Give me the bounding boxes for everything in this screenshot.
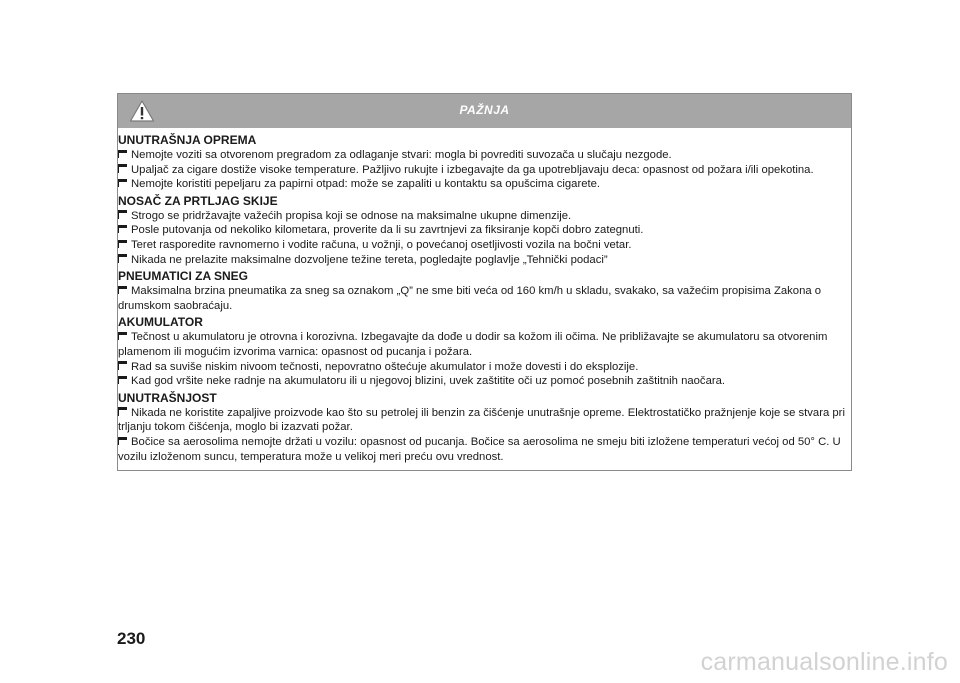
list-item xyxy=(118,435,851,464)
list-item xyxy=(118,330,851,359)
bullet-icon xyxy=(118,408,127,416)
list-item xyxy=(118,163,851,178)
bullet-icon xyxy=(118,179,127,187)
list-item-text: Teret rasporedite ravnomerno i vodite računa, u vožnji, o povećanoj osetljivosti vozila na bočni vetar. xyxy=(131,238,632,251)
bullet-icon xyxy=(118,165,127,173)
list-item xyxy=(118,360,851,375)
bullet-icon xyxy=(118,255,127,263)
warning-header xyxy=(118,94,851,128)
list-item-text: Kad god vršite neke radnje na akumulatoru ili u njegovoj blizini, uvek zaštitite oči uz pomoć posebnih zaštitnih naočara. xyxy=(131,375,726,388)
list-item-text: Strogo se pridržavajte važećih propisa koji se odnose na maksimalne ukupne dimenzije. xyxy=(131,209,572,222)
list-item xyxy=(118,209,851,224)
warning-box xyxy=(117,93,852,471)
bullet-icon xyxy=(118,150,127,158)
bullet-icon xyxy=(118,225,127,233)
watermark[interactable]: carmanualsonline.info xyxy=(700,648,948,676)
list-item-text: Nikada ne prelazite maksimalne dozvoljene težine tereta, pogledajte poglavlje „Tehnički podaci” xyxy=(131,253,608,266)
bullet-icon xyxy=(118,362,127,370)
warning-title: PAŽNJA xyxy=(459,103,510,117)
list-item xyxy=(118,177,851,192)
list-item-text: Nemojte koristiti pepeljaru za papirni otpad: može se zapaliti u kontaktu sa opušcima cigarete. xyxy=(131,178,601,191)
list-item-text: Rad sa suviše niskim nivoom tečnosti, nepovratno oštećuje akumulator i može dovesti i do eksplozije. xyxy=(131,360,639,373)
list-item-text: Upaljač za cigare dostiže visoke temperature. Pažljivo rukujte i izbegavajte da ga upotrebljavaju deca: opasnost od požara i/ili opekotina. xyxy=(131,163,814,176)
list-item-text: Nemojte voziti sa otvorenom pregradom za odlaganje stvari: mogla bi povrediti suvozača u slučaju nezgode. xyxy=(131,149,672,161)
section-heading: UNUTRAŠNJA OPREMA xyxy=(118,133,257,147)
bullet-icon xyxy=(118,332,127,340)
list-item-text: Nikada ne koristite zapaljive proizvode kao što su petrolej ili benzin za čišćenje unutrašnje opreme. Elektrostatičko pražnjenje koje se stvara pri trljanju tokom čišćenja, moglo bi izazvati požar. xyxy=(118,406,845,434)
list-item xyxy=(118,253,851,268)
bullet-icon xyxy=(118,437,127,445)
bullet-icon xyxy=(118,240,127,248)
bullet-icon xyxy=(118,376,127,384)
list-item xyxy=(118,148,851,163)
section-heading: PNEUMATICI ZA SNEG xyxy=(118,269,249,284)
list-item-text: Maksimalna brzina pneumatika za sneg sa oznakom „Q” ne sme biti veća od 160 km/h u skladu, svakako, sa važećim propisima Zakona o drumskom saobraćaju. xyxy=(118,285,822,312)
list-item xyxy=(118,284,851,313)
list-item-text: Posle putovanja od nekoliko kilometara, proverite da li su zavrtnjevi za fiksiranje kopči dobro zategnuti. xyxy=(131,224,644,237)
section-heading: AKUMULATOR xyxy=(118,315,203,330)
list-item xyxy=(118,374,851,389)
warning-body xyxy=(118,128,851,470)
bullet-icon xyxy=(118,286,127,294)
page-number: 230 xyxy=(117,629,146,648)
section-heading: NOSAČ ZA PRTLJAG SKIJE xyxy=(118,193,278,208)
list-item xyxy=(118,238,851,253)
list-item xyxy=(118,223,851,238)
bullet-icon xyxy=(118,211,127,219)
section-heading: UNUTRAŠNJOST xyxy=(118,390,217,405)
list-item xyxy=(118,406,851,435)
list-item-text: Tečnost u akumulatoru je otrovna i korozivna. Izbegavajte da dođe u dodir sa kožom ili očima. Ne približavajte se akumulatoru sa otvorenim plamenom ili mogućim izvorima varnica: opasnost od pucanja i požara. xyxy=(118,331,828,358)
list-item-text: Bočice sa aerosolima nemojte držati u vozilu: opasnost od pucanja. Bočice sa aerosolima ne smeju biti izložene temperaturi većoj od 50° C. U vozilu izloženom suncu, temperatura može u velikoj meri preću ovu vrednost. xyxy=(118,435,841,463)
